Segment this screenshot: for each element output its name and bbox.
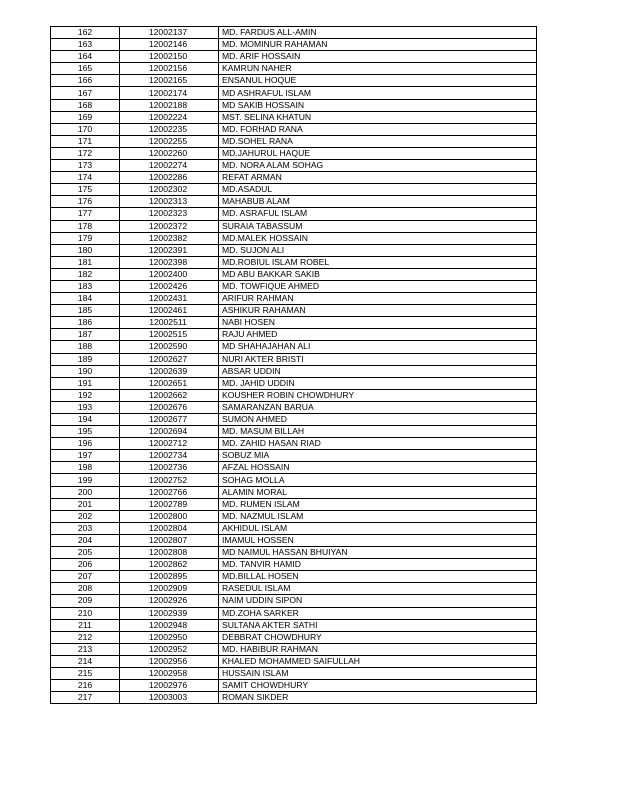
table-row bbox=[51, 667, 537, 679]
student-id-cell: 12002734 bbox=[120, 450, 219, 462]
student-id-cell: 12002766 bbox=[120, 486, 219, 498]
serial-number-cell: 175 bbox=[51, 184, 120, 196]
table-row bbox=[51, 631, 537, 643]
serial-number-cell: 205 bbox=[51, 547, 120, 559]
student-id-cell: 12002895 bbox=[120, 571, 219, 583]
serial-number-cell: 179 bbox=[51, 232, 120, 244]
table-row bbox=[51, 184, 537, 196]
table-row bbox=[51, 522, 537, 534]
table-row bbox=[51, 583, 537, 595]
student-id-cell: 12002461 bbox=[120, 305, 219, 317]
student-name-cell: DEBBRAT CHOWDHURY bbox=[219, 631, 537, 643]
table-row bbox=[51, 341, 537, 353]
student-name-cell: MD. NORA ALAM SOHAG bbox=[219, 160, 537, 172]
table-row bbox=[51, 256, 537, 268]
student-name-cell: MAHABUB ALAM bbox=[219, 196, 537, 208]
student-name-cell: MD. TOWFIQUE AHMED bbox=[219, 280, 537, 292]
table-row bbox=[51, 559, 537, 571]
student-name-cell: MD. MOMINUR RAHAMAN bbox=[219, 39, 537, 51]
student-id-cell: 12002400 bbox=[120, 268, 219, 280]
student-id-cell: 12002677 bbox=[120, 414, 219, 426]
student-name-cell: ROMAN SIKDER bbox=[219, 692, 537, 704]
serial-number-cell: 193 bbox=[51, 401, 120, 413]
student-id-cell: 12002174 bbox=[120, 87, 219, 99]
serial-number-cell: 212 bbox=[51, 631, 120, 643]
serial-number-cell: 172 bbox=[51, 147, 120, 159]
student-id-cell: 12002976 bbox=[120, 680, 219, 692]
student-name-cell: MD.SOHEL RANA bbox=[219, 135, 537, 147]
student-name-cell: NURI AKTER BRISTI bbox=[219, 353, 537, 365]
serial-number-cell: 162 bbox=[51, 27, 120, 39]
student-name-cell: MD. ARIF HOSSAIN bbox=[219, 51, 537, 63]
student-name-cell: ALAMIN MORAL bbox=[219, 486, 537, 498]
serial-number-cell: 203 bbox=[51, 522, 120, 534]
table-row bbox=[51, 680, 537, 692]
student-name-cell: MD.MALEK HOSSAIN bbox=[219, 232, 537, 244]
student-name-cell: IMAMUL HOSSEN bbox=[219, 534, 537, 546]
table-row bbox=[51, 305, 537, 317]
student-name-cell: MD.ROBIUL ISLAM ROBEL bbox=[219, 256, 537, 268]
serial-number-cell: 192 bbox=[51, 389, 120, 401]
table-row bbox=[51, 196, 537, 208]
student-id-cell: 12002382 bbox=[120, 232, 219, 244]
table-row bbox=[51, 377, 537, 389]
table-row bbox=[51, 51, 537, 63]
table-row bbox=[51, 595, 537, 607]
student-id-cell: 12002165 bbox=[120, 75, 219, 87]
student-id-cell: 12002426 bbox=[120, 280, 219, 292]
table-row bbox=[51, 27, 537, 39]
student-name-cell: AKHIDUL ISLAM bbox=[219, 522, 537, 534]
serial-number-cell: 215 bbox=[51, 667, 120, 679]
student-id-cell: 12002302 bbox=[120, 184, 219, 196]
table-row bbox=[51, 438, 537, 450]
student-id-cell: 12002372 bbox=[120, 220, 219, 232]
serial-number-cell: 178 bbox=[51, 220, 120, 232]
serial-number-cell: 197 bbox=[51, 450, 120, 462]
serial-number-cell: 190 bbox=[51, 365, 120, 377]
student-name-cell: MD. JAHID UDDIN bbox=[219, 377, 537, 389]
student-name-cell: MD. NAZMUL ISLAM bbox=[219, 510, 537, 522]
student-id-cell: 12002736 bbox=[120, 462, 219, 474]
serial-number-cell: 194 bbox=[51, 414, 120, 426]
serial-number-cell: 196 bbox=[51, 438, 120, 450]
student-id-cell: 12002956 bbox=[120, 655, 219, 667]
student-name-cell: KHALED MOHAMMED SAIFULLAH bbox=[219, 655, 537, 667]
student-name-cell: MD. ASRAFUL ISLAM bbox=[219, 208, 537, 220]
student-id-cell: 12002274 bbox=[120, 160, 219, 172]
student-name-cell: MD. ZAHID HASAN RIAD bbox=[219, 438, 537, 450]
serial-number-cell: 177 bbox=[51, 208, 120, 220]
serial-number-cell: 217 bbox=[51, 692, 120, 704]
student-name-cell: ABSAR UDDIN bbox=[219, 365, 537, 377]
student-id-cell: 12002952 bbox=[120, 643, 219, 655]
table-row bbox=[51, 293, 537, 305]
student-roll-table bbox=[50, 26, 537, 704]
serial-number-cell: 176 bbox=[51, 196, 120, 208]
student-name-cell: NABI HOSEN bbox=[219, 317, 537, 329]
student-name-cell: MD.ASADUL bbox=[219, 184, 537, 196]
serial-number-cell: 202 bbox=[51, 510, 120, 522]
table-row bbox=[51, 474, 537, 486]
student-id-cell: 12002156 bbox=[120, 63, 219, 75]
table-row bbox=[51, 655, 537, 667]
serial-number-cell: 191 bbox=[51, 377, 120, 389]
student-name-cell: SULTANA AKTER SATHI bbox=[219, 619, 537, 631]
table-row bbox=[51, 39, 537, 51]
serial-number-cell: 195 bbox=[51, 426, 120, 438]
student-name-cell: MD. FORHAD RANA bbox=[219, 123, 537, 135]
student-name-cell: MD.JAHURUL HAQUE bbox=[219, 147, 537, 159]
table-row bbox=[51, 135, 537, 147]
student-id-cell: 12002651 bbox=[120, 377, 219, 389]
student-name-cell: MD. HABIBUR RAHMAN bbox=[219, 643, 537, 655]
student-name-cell: NAIM UDDIN SIPON bbox=[219, 595, 537, 607]
serial-number-cell: 213 bbox=[51, 643, 120, 655]
student-name-cell: MD. TANVIR HAMID bbox=[219, 559, 537, 571]
student-name-cell: KOUSHER ROBIN CHOWDHURY bbox=[219, 389, 537, 401]
student-id-cell: 12002948 bbox=[120, 619, 219, 631]
table-row bbox=[51, 123, 537, 135]
serial-number-cell: 173 bbox=[51, 160, 120, 172]
table-row bbox=[51, 607, 537, 619]
student-id-cell: 12002391 bbox=[120, 244, 219, 256]
student-id-cell: 12002146 bbox=[120, 39, 219, 51]
serial-number-cell: 180 bbox=[51, 244, 120, 256]
student-name-cell: MD ASHRAFUL ISLAM bbox=[219, 87, 537, 99]
serial-number-cell: 182 bbox=[51, 268, 120, 280]
student-id-cell: 12002909 bbox=[120, 583, 219, 595]
student-id-cell: 12002752 bbox=[120, 474, 219, 486]
serial-number-cell: 170 bbox=[51, 123, 120, 135]
table-row bbox=[51, 111, 537, 123]
student-id-cell: 12002639 bbox=[120, 365, 219, 377]
table-row bbox=[51, 208, 537, 220]
student-id-cell: 12002150 bbox=[120, 51, 219, 63]
table-row bbox=[51, 63, 537, 75]
serial-number-cell: 167 bbox=[51, 87, 120, 99]
student-id-cell: 12002515 bbox=[120, 329, 219, 341]
table-body bbox=[51, 27, 537, 704]
serial-number-cell: 183 bbox=[51, 280, 120, 292]
table-row bbox=[51, 353, 537, 365]
serial-number-cell: 171 bbox=[51, 135, 120, 147]
table-row bbox=[51, 414, 537, 426]
table-row bbox=[51, 75, 537, 87]
serial-number-cell: 199 bbox=[51, 474, 120, 486]
table-row bbox=[51, 172, 537, 184]
student-name-cell: MD. MASUM BILLAH bbox=[219, 426, 537, 438]
student-name-cell: MST. SELINA KHATUN bbox=[219, 111, 537, 123]
serial-number-cell: 210 bbox=[51, 607, 120, 619]
student-name-cell: MD SHAHAJAHAN ALI bbox=[219, 341, 537, 353]
student-id-cell: 12002950 bbox=[120, 631, 219, 643]
student-id-cell: 12002431 bbox=[120, 293, 219, 305]
table-row bbox=[51, 619, 537, 631]
table-row bbox=[51, 220, 537, 232]
serial-number-cell: 168 bbox=[51, 99, 120, 111]
table-row bbox=[51, 329, 537, 341]
serial-number-cell: 187 bbox=[51, 329, 120, 341]
student-name-cell: MD SAKIB HOSSAIN bbox=[219, 99, 537, 111]
student-id-cell: 12002694 bbox=[120, 426, 219, 438]
table-row bbox=[51, 534, 537, 546]
student-name-cell: MD ABU BAKKAR SAKIB bbox=[219, 268, 537, 280]
student-name-cell: SOBUZ MIA bbox=[219, 450, 537, 462]
student-id-cell: 12002398 bbox=[120, 256, 219, 268]
student-name-cell: KAMRUN NAHER bbox=[219, 63, 537, 75]
serial-number-cell: 200 bbox=[51, 486, 120, 498]
serial-number-cell: 174 bbox=[51, 172, 120, 184]
table-row bbox=[51, 462, 537, 474]
student-name-cell: SOHAG MOLLA bbox=[219, 474, 537, 486]
table-row bbox=[51, 99, 537, 111]
student-id-cell: 12002712 bbox=[120, 438, 219, 450]
student-name-cell: SURAIA TABASSUM bbox=[219, 220, 537, 232]
student-id-cell: 12002958 bbox=[120, 667, 219, 679]
serial-number-cell: 204 bbox=[51, 534, 120, 546]
student-id-cell: 12002137 bbox=[120, 27, 219, 39]
serial-number-cell: 188 bbox=[51, 341, 120, 353]
student-name-cell: RASEDUL ISLAM bbox=[219, 583, 537, 595]
table-row bbox=[51, 692, 537, 704]
student-id-cell: 12002804 bbox=[120, 522, 219, 534]
table-row bbox=[51, 268, 537, 280]
student-id-cell: 12002313 bbox=[120, 196, 219, 208]
student-id-cell: 12003003 bbox=[120, 692, 219, 704]
serial-number-cell: 211 bbox=[51, 619, 120, 631]
table-row bbox=[51, 498, 537, 510]
table-row bbox=[51, 571, 537, 583]
table-row bbox=[51, 365, 537, 377]
serial-number-cell: 184 bbox=[51, 293, 120, 305]
serial-number-cell: 189 bbox=[51, 353, 120, 365]
serial-number-cell: 216 bbox=[51, 680, 120, 692]
table-row bbox=[51, 643, 537, 655]
serial-number-cell: 181 bbox=[51, 256, 120, 268]
student-name-cell: SAMIT CHOWDHURY bbox=[219, 680, 537, 692]
student-id-cell: 12002662 bbox=[120, 389, 219, 401]
table-row bbox=[51, 232, 537, 244]
table-row bbox=[51, 160, 537, 172]
serial-number-cell: 209 bbox=[51, 595, 120, 607]
student-id-cell: 12002188 bbox=[120, 99, 219, 111]
student-id-cell: 12002926 bbox=[120, 595, 219, 607]
student-name-cell: MD. RUMEN ISLAM bbox=[219, 498, 537, 510]
student-id-cell: 12002260 bbox=[120, 147, 219, 159]
student-id-cell: 12002235 bbox=[120, 123, 219, 135]
student-id-cell: 12002224 bbox=[120, 111, 219, 123]
student-name-cell: ARIFUR RAHMAN bbox=[219, 293, 537, 305]
table-row bbox=[51, 486, 537, 498]
student-name-cell: HUSSAIN ISLAM bbox=[219, 667, 537, 679]
student-name-cell: ASHIKUR RAHAMAN bbox=[219, 305, 537, 317]
student-id-cell: 12002590 bbox=[120, 341, 219, 353]
serial-number-cell: 165 bbox=[51, 63, 120, 75]
serial-number-cell: 186 bbox=[51, 317, 120, 329]
student-id-cell: 12002862 bbox=[120, 559, 219, 571]
student-id-cell: 12002676 bbox=[120, 401, 219, 413]
student-id-cell: 12002286 bbox=[120, 172, 219, 184]
serial-number-cell: 214 bbox=[51, 655, 120, 667]
table-row bbox=[51, 244, 537, 256]
student-name-cell: ENSANUL HOQUE bbox=[219, 75, 537, 87]
student-name-cell: MD.BILLAL HOSEN bbox=[219, 571, 537, 583]
table-row bbox=[51, 547, 537, 559]
student-id-cell: 12002511 bbox=[120, 317, 219, 329]
student-name-cell: REFAT ARMAN bbox=[219, 172, 537, 184]
student-id-cell: 12002939 bbox=[120, 607, 219, 619]
student-name-cell: MD NAIMUL HASSAN BHUIYAN bbox=[219, 547, 537, 559]
serial-number-cell: 208 bbox=[51, 583, 120, 595]
student-id-cell: 12002255 bbox=[120, 135, 219, 147]
table-row bbox=[51, 147, 537, 159]
student-id-cell: 12002800 bbox=[120, 510, 219, 522]
serial-number-cell: 198 bbox=[51, 462, 120, 474]
student-name-cell: SUMON AHMED bbox=[219, 414, 537, 426]
table-row bbox=[51, 510, 537, 522]
table-row bbox=[51, 389, 537, 401]
student-id-cell: 12002808 bbox=[120, 547, 219, 559]
student-id-cell: 12002323 bbox=[120, 208, 219, 220]
table-row bbox=[51, 317, 537, 329]
table-row bbox=[51, 450, 537, 462]
student-id-cell: 12002807 bbox=[120, 534, 219, 546]
serial-number-cell: 201 bbox=[51, 498, 120, 510]
student-name-cell: RAJU AHMED bbox=[219, 329, 537, 341]
student-name-cell: MD.ZOHA SARKER bbox=[219, 607, 537, 619]
serial-number-cell: 163 bbox=[51, 39, 120, 51]
serial-number-cell: 169 bbox=[51, 111, 120, 123]
student-name-cell: MD. FARDUS ALL-AMIN bbox=[219, 27, 537, 39]
table-row bbox=[51, 87, 537, 99]
table-row bbox=[51, 280, 537, 292]
serial-number-cell: 185 bbox=[51, 305, 120, 317]
table-row bbox=[51, 426, 537, 438]
serial-number-cell: 166 bbox=[51, 75, 120, 87]
student-id-cell: 12002789 bbox=[120, 498, 219, 510]
student-name-cell: AFZAL HOSSAIN bbox=[219, 462, 537, 474]
serial-number-cell: 206 bbox=[51, 559, 120, 571]
serial-number-cell: 207 bbox=[51, 571, 120, 583]
serial-number-cell: 164 bbox=[51, 51, 120, 63]
student-name-cell: SAMARANZAN BARUA bbox=[219, 401, 537, 413]
student-name-cell: MD. SUJON ALI bbox=[219, 244, 537, 256]
student-id-cell: 12002627 bbox=[120, 353, 219, 365]
table-row bbox=[51, 401, 537, 413]
